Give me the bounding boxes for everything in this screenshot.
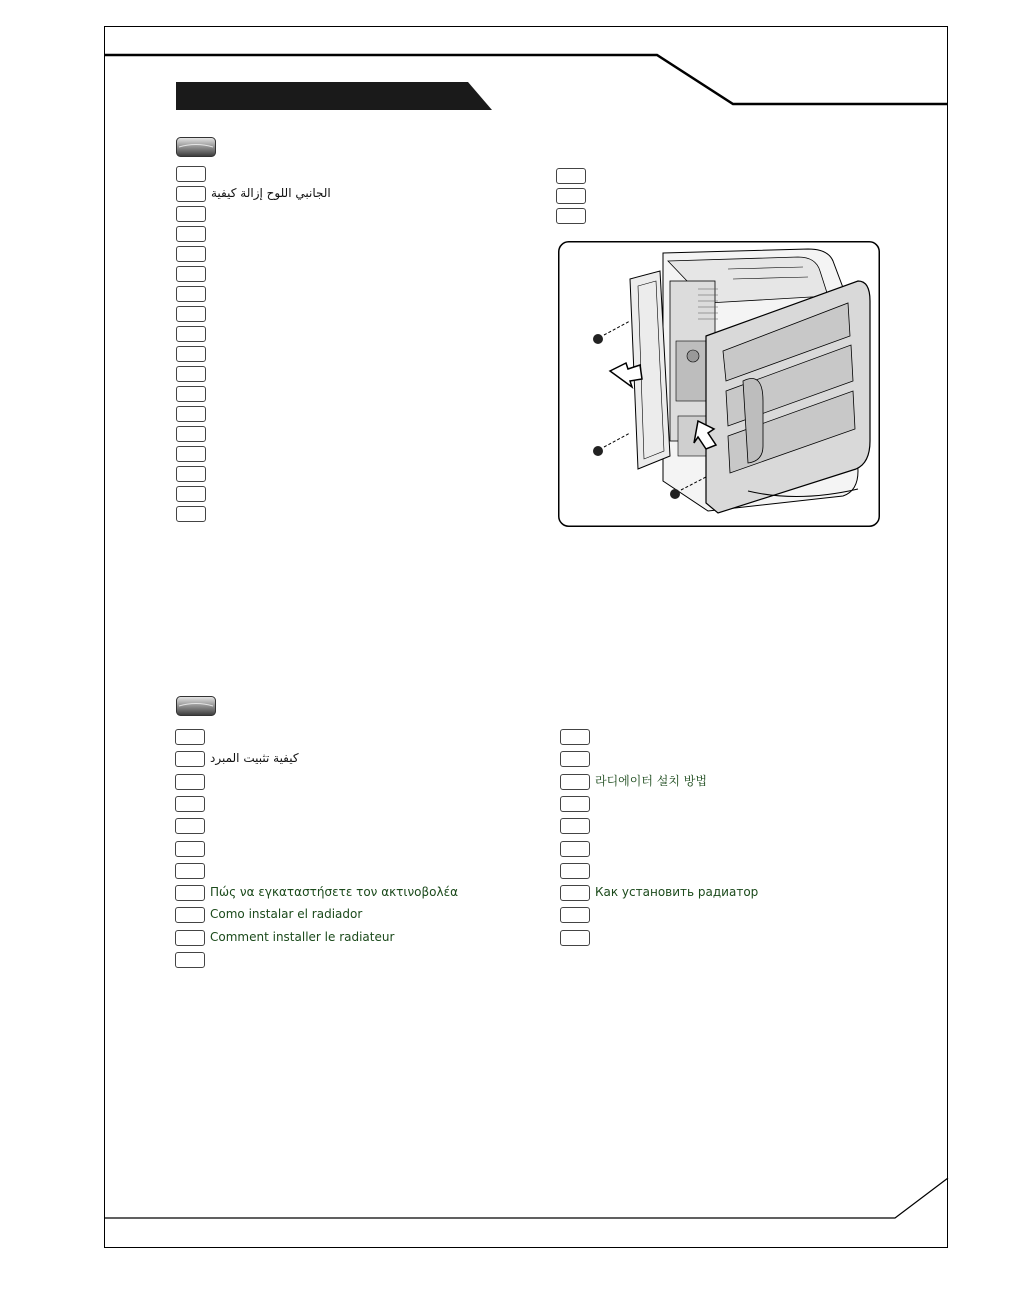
language-code-box [176,166,206,182]
section-title-banner [176,82,492,110]
language-item-text: 라디에이터 설치 방법 [595,773,707,788]
language-code-box [176,306,206,322]
language-code-box [176,326,206,342]
section-1-icon [176,137,216,157]
language-code-box [176,246,206,262]
language-item-text: Как установить радиатор [595,885,759,900]
language-code-box [175,774,205,790]
language-code-box [176,386,206,402]
language-code-box [175,796,205,812]
language-code-box [560,930,590,946]
language-code-box [176,206,206,222]
language-code-box [556,208,586,224]
language-code-box [175,863,205,879]
language-code-box [556,188,586,204]
language-code-box [176,506,206,522]
language-code-box [175,885,205,901]
language-code-box [556,168,586,184]
language-code-box [176,226,206,242]
language-code-box [176,426,206,442]
language-code-box [560,818,590,834]
language-code-box [560,774,590,790]
language-code-box [175,952,205,968]
language-code-box [176,286,206,302]
language-code-box [175,751,205,767]
language-item-text: Πώς να εγκαταστήσετε τον ακτινοβολέα [210,885,459,900]
language-code-box [176,446,206,462]
language-code-box [176,466,206,482]
language-code-box [176,266,206,282]
language-item-text: Comment installer le radiateur [210,929,395,944]
language-item-text: Como instalar el radiador [210,907,363,922]
language-code-box [560,729,590,745]
language-code-box [175,841,205,857]
language-code-box [560,863,590,879]
language-code-box [560,796,590,812]
language-code-box [176,346,206,362]
language-code-box [176,366,206,382]
language-item-text: كيفية تثبيت المبرد [210,751,299,766]
language-code-box [560,751,590,767]
side-panel-removal-illustration [558,241,880,527]
language-code-box [560,841,590,857]
language-code-box [176,406,206,422]
language-code-box [175,907,205,923]
language-code-box [175,818,205,834]
language-code-box [175,930,205,946]
section-2-icon [176,696,216,716]
language-code-box [176,186,206,202]
language-code-box [175,729,205,745]
language-code-box [560,907,590,923]
language-item-text: الجانبي اللوح إزالة كيفية [211,186,331,200]
language-code-box [560,885,590,901]
language-code-box [176,486,206,502]
